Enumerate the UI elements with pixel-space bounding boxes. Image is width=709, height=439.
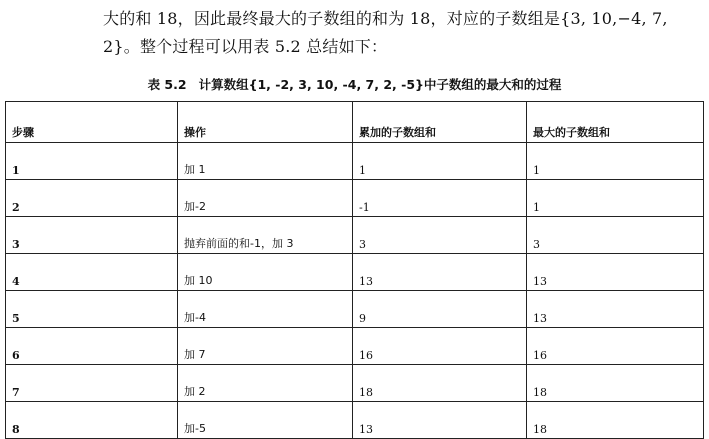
- table-caption: [0, 75, 709, 93]
- cell-accumulated-sum: 9: [353, 291, 527, 328]
- table-header-row: [6, 102, 704, 143]
- table-row: [6, 254, 704, 291]
- cell-operation: 加 1: [178, 143, 353, 180]
- cell-accumulated-sum: 18: [353, 365, 527, 402]
- cell-max-sum: 1: [527, 143, 704, 180]
- table-row: [6, 180, 704, 217]
- cell-accumulated-sum: 16: [353, 328, 527, 365]
- cell-max-sum: 13: [527, 254, 704, 291]
- cell-step: 1: [6, 143, 178, 180]
- table-row: [6, 291, 704, 328]
- cell-step: 4: [6, 254, 178, 291]
- cell-accumulated-sum: 13: [353, 254, 527, 291]
- cell-accumulated-sum: -1: [353, 180, 527, 217]
- cell-operation: 加 2: [178, 365, 353, 402]
- header-max-sum: 最大的子数组和: [527, 102, 704, 143]
- cell-step: 3: [6, 217, 178, 254]
- cell-operation: 加 10: [178, 254, 353, 291]
- max-subarray-table: [5, 101, 704, 439]
- cell-max-sum: 16: [527, 328, 704, 365]
- header-accumulated-sum: 累加的子数组和: [353, 102, 527, 143]
- table-row: [6, 328, 704, 365]
- cell-operation: 加-4: [178, 291, 353, 328]
- cell-step: 5: [6, 291, 178, 328]
- cell-operation: 加-2: [178, 180, 353, 217]
- cell-step: 8: [6, 402, 178, 439]
- cell-operation: 抛弃前面的和-1，加 3: [178, 217, 353, 254]
- table-row: [6, 217, 704, 254]
- cell-max-sum: 18: [527, 402, 704, 439]
- cell-max-sum: 18: [527, 365, 704, 402]
- table-caption-title: 计算数组{1, -2, 3, 10, -4, 7, 2, -5}中子数组的最大和的过程: [198, 77, 562, 92]
- cell-operation: 加-5: [178, 402, 353, 439]
- header-operation: 操作: [178, 102, 353, 143]
- cell-step: 7: [6, 365, 178, 402]
- cell-accumulated-sum: 3: [353, 217, 527, 254]
- cell-accumulated-sum: 1: [353, 143, 527, 180]
- table-row: [6, 365, 704, 402]
- cell-max-sum: 1: [527, 180, 704, 217]
- cell-step: 2: [6, 180, 178, 217]
- cell-step: 6: [6, 328, 178, 365]
- paragraph-line-2: 2}。整个过程可以用表 5.2 总结如下：: [103, 37, 388, 56]
- cell-max-sum: 13: [527, 291, 704, 328]
- cell-accumulated-sum: 13: [353, 402, 527, 439]
- table-row: [6, 402, 704, 439]
- cell-max-sum: 3: [527, 217, 704, 254]
- header-step: 步骤: [6, 102, 178, 143]
- cell-operation: 加 7: [178, 328, 353, 365]
- table-row: [6, 143, 704, 180]
- table-caption-number: 表 5.2: [147, 77, 187, 92]
- paragraph-line-1: 大的和 18，因此最终最大的子数组的和为 18，对应的子数组是{3, 10,−4, 7,: [103, 9, 668, 28]
- body-paragraph: [103, 5, 703, 61]
